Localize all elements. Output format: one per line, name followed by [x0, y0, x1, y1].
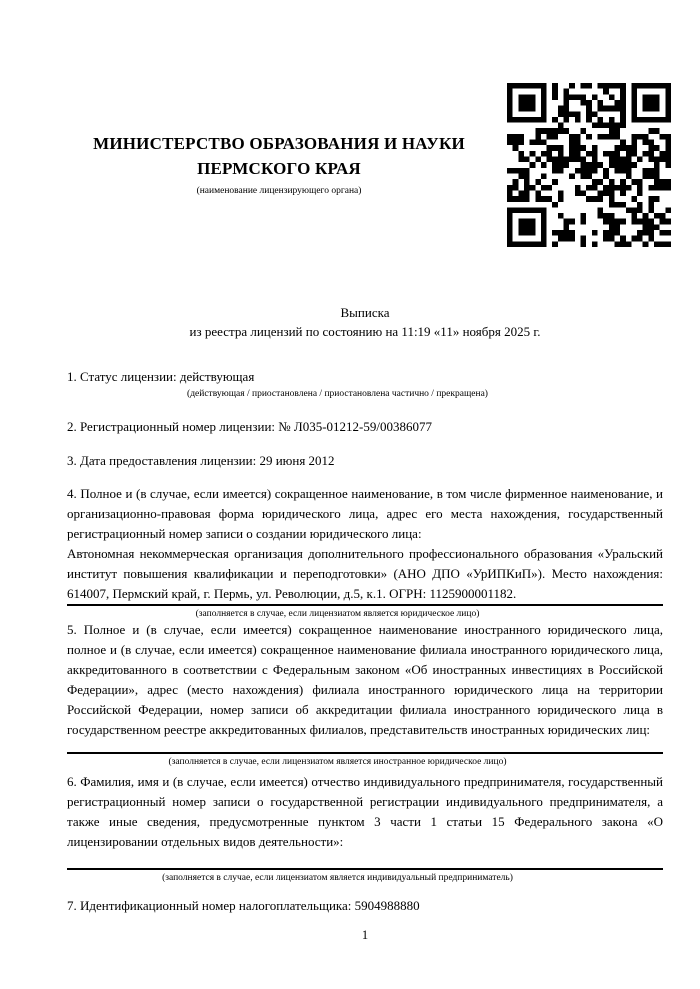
- field-license-status: [67, 367, 663, 401]
- field-registration-number: [67, 417, 663, 436]
- foreign-entity-label: 5. Полное и (в случае, если имеется) сокращенное наименование иностранного юридического лица, полное и (в случае, если имеется) сокращенное наименование филиала иностранного юридического лица, аккредитованного в соответствии с Федеральным законом «Об иностранных инвестициях в Российской Федерации», адрес (место нахождения) филиала иностранного юридического лица на территории Российской Федерации, номер записи об аккредитации филиала иностранного юридического лица в государственном реестре аккредитованных филиалов, представительств иностранных юридических лиц:: [67, 622, 663, 737]
- grant-date-text: 3. Дата предоставления лицензии: 29 июня 2012: [67, 453, 335, 468]
- foreign-entity-rule: [67, 752, 663, 754]
- ministry-caption: (наименование лицензирующего органа): [196, 186, 362, 196]
- legal-entity-rule: [67, 604, 663, 606]
- individual-entrepreneur-label: 6. Фамилия, имя и (в случае, если имеется) отчество индивидуального предпринимателя, государственный регистрационный номер записи о государственной регистрации индивидуального предпринимателя, а также иные сведения, предусмотренные пунктом 3 части 1 статьи 15 Федерального закона «О лицензировании отдельных видов деятельности»:: [67, 774, 663, 849]
- license-status-hint: (действующая / приостановлена / приостановлена частично / прекращена): [187, 389, 488, 399]
- ministry-header: [38, 131, 520, 196]
- document-title: [67, 304, 663, 341]
- document-title-line2: из реестра лицензий по состоянию на 11:19 «11» ноября 2025 г.: [189, 323, 541, 339]
- ministry-name-line2: ПЕРМСКОГО КРАЯ: [197, 159, 361, 178]
- individual-entrepreneur-hint: (заполняется в случае, если лицензиатом является индивидуальный предприниматель): [162, 873, 513, 883]
- qr-code: [507, 83, 671, 247]
- legal-entity-label: 4. Полное и (в случае, если имеется) сокращенное наименование, в том числе фирменное наименование, и организационно-правовая форма юридического лица, адрес его места нахождения, государственный регистрационный номер записи о создании юридического лица:: [67, 486, 663, 541]
- inn-text: 7. Идентификационный номер налогоплательщика: 5904988880: [67, 898, 420, 913]
- individual-entrepreneur-rule: [67, 868, 663, 870]
- license-status-text: 1. Статус лицензии: действующая: [67, 369, 255, 384]
- ministry-name-line1: МИНИСТЕРСТВО ОБРАЗОВАНИЯ И НАУКИ: [93, 134, 465, 153]
- page-number: 1: [361, 928, 369, 942]
- legal-entity-value: Автономная некоммерческая организация дополнительного профессионального образования «Уральский институт повышения квалификации и переподготовки» (АНО ДПО «УрИПКиП»). Место нахождения: 614007, Пермский край, г. Пермь, ул. Революции, д.5, к.1. ОГРН: 1125900001182.: [67, 546, 663, 601]
- field-foreign-entity: [67, 620, 663, 769]
- field-legal-entity: [67, 484, 663, 621]
- field-individual-entrepreneur: [67, 772, 663, 885]
- field-grant-date: [67, 451, 663, 470]
- foreign-entity-hint: (заполняется в случае, если лицензиатом является иностранное юридическое лицо): [168, 757, 507, 767]
- legal-entity-hint: (заполняется в случае, если лицензиатом является юридическое лицо): [195, 609, 480, 619]
- field-inn: [67, 896, 663, 915]
- registration-number-text: 2. Регистрационный номер лицензии: № Л035-01212-59/00386077: [67, 419, 433, 434]
- document-title-line1: Выписка: [340, 305, 390, 320]
